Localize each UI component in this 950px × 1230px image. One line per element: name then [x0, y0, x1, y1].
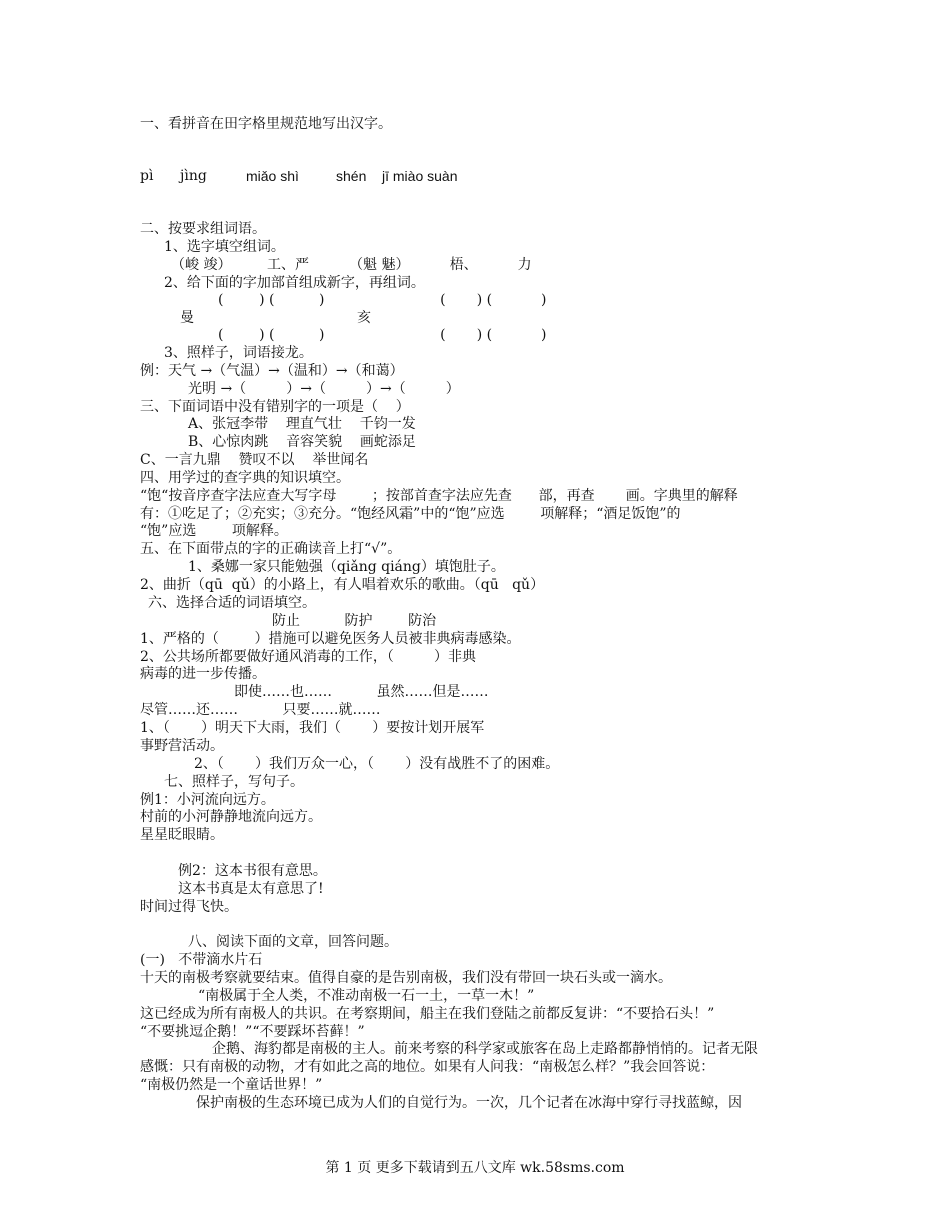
- s4-line3: “饱”应选 项解释。: [140, 523, 288, 539]
- s8-paragraph-3: 这已经成为所有南极人的共识。在考察期间，船主在我们登陆之前都反复讲：“不要拾石头！”: [140, 1006, 715, 1022]
- s8-paragraph-6: 感慨：只有南极的动物，才有如此之高的地位。如果有人问我：“南极怎么样？”我会回答说：: [140, 1059, 715, 1075]
- page-footer: 第 1 页 更多下载请到五八文库 wk.58sms.com: [325, 1160, 625, 1176]
- s6-q2: 2、公共场所都要做好通风消毒的工作，（ ）非典: [140, 649, 476, 665]
- pinyin-5: jī miào suàn: [382, 168, 458, 184]
- section8-heading: 八、阅读下面的文章，回答问题。: [188, 934, 398, 950]
- s6-q1: 1、严格的（ ）措施可以避免医务人员被非典病毒感染。: [140, 631, 521, 647]
- s4-line1: “饱“按音序查字法应查大写字母 ；按部首查字法应先查 部，再查 画。字典里的解释: [140, 488, 738, 504]
- pinyin-2: jìng: [180, 168, 207, 184]
- section4-heading: 四、用学过的查字典的知识填空。: [140, 470, 350, 486]
- s8-paragraph-7: “南极仍然是一个童话世界！”: [140, 1077, 323, 1093]
- pinyin-4: shén: [336, 168, 367, 184]
- s6-word-options: 防止 防护 防治: [272, 613, 437, 629]
- s2-q3-title: 3、照样子，词语接龙。: [164, 345, 313, 361]
- s8-paragraph-5: 企鹅、海豹都是南极的主人。前来考察的科学家或旅客在岛上走路都静悄悄的。记者无限: [212, 1041, 758, 1057]
- section7-heading: 七、照样子，写句子。: [164, 774, 304, 790]
- section1-heading: 一、看拼音在田字格里规范地写出汉字。: [140, 116, 392, 132]
- section2-heading: 二、按要求组词语。: [140, 221, 266, 237]
- s3-option-b: B、心惊肉跳 音容笑貌 画蛇添足: [188, 434, 416, 450]
- s6-q3: 1、（ ）明天下大雨，我们（ ）要按计划开展军: [140, 720, 485, 736]
- s6-conj-row2: 尽管……还…… 只要……就……: [140, 702, 381, 718]
- section3-heading: 三、下面词语中没有错别字的一项是（ ）: [140, 399, 410, 415]
- pinyin-1: pì: [140, 168, 154, 184]
- s2-q2-char-b: 亥: [357, 310, 371, 326]
- s2-q1-title: 1、选字填空组词。: [164, 239, 285, 255]
- s5-q2: 2、曲折（qū qǔ）的小路上，有人唱着欢乐的歌曲。（qū qǔ）: [140, 577, 545, 593]
- s3-option-a: A、张冠李带 理直气壮 千钧一发: [188, 416, 416, 432]
- s2-q2-row1: ( ) ( ) ( ) ( ): [218, 292, 547, 308]
- s6-q3-cont: 事野营活动。: [140, 738, 224, 754]
- s8-paragraph-4: “不要挑逗企鹅！”“不要踩坏苔藓！”: [140, 1024, 365, 1040]
- s2-q1-line: （峻 竣） 工、严 （魁 魅） 梧、 力: [171, 257, 532, 273]
- s6-conj-row1: 即使……也…… 虽然……但是……: [234, 684, 489, 700]
- section5-heading: 五、在下面带点的字的正确读音上打“√”。: [140, 541, 402, 557]
- s8-paragraph-1: 十天的南极考察就要结束。值得自豪的是告别南极，我们没有带回一块石头或一滴水。: [140, 970, 672, 986]
- s8-paragraph-2: “南极属于全人类，不准动南极一石一土，一草一木！”: [198, 988, 535, 1004]
- s6-q4: 2、（ ）我们万众一心，（ ）没有战胜不了的困难。: [194, 756, 560, 772]
- s7-example1: 例1：小河流向远方。: [140, 792, 275, 808]
- s7-task1: 星星眨眼睛。: [140, 827, 224, 843]
- s4-line2: 有：①吃足了；②充实；③充分。“饱经风霜”中的“饱”应选 项解释；“酒足饭饱”的: [140, 506, 681, 522]
- s2-q3-task: 光明 →（ ）→（ ）→（ ）: [188, 381, 460, 397]
- s8-article-title: (一) 不带滴水片石: [140, 952, 263, 968]
- s5-q1: 1、桑娜一家只能勉强（qiǎng qiáng）填饱肚子。: [188, 559, 505, 575]
- s7-example2: 例2：这本书很有意思。: [178, 863, 327, 879]
- s6-q2-cont: 病毒的进一步传播。: [140, 666, 266, 682]
- s2-q2-title: 2、给下面的字加部首组成新字，再组词。: [164, 275, 425, 291]
- s7-example1-answer: 村前的小河静静地流向远方。: [140, 809, 322, 825]
- pinyin-3: miǎo shì: [246, 168, 299, 184]
- s2-q2-row2: ( ) ( ) ( ) ( ): [218, 327, 547, 343]
- s7-task2: 时间过得飞快。: [140, 899, 238, 915]
- s7-example2-answer: 这本书真是太有意思了!: [178, 881, 324, 897]
- s2-q3-example: 例：天气 →（气温）→（温和）→（和蔼）: [140, 363, 404, 379]
- s8-paragraph-8: 保护南极的生态环境已成为人们的自觉行为。一次，几个记者在冰海中穿行寻找蓝鲸，因: [196, 1095, 742, 1111]
- s2-q2-char-a: 曼: [180, 310, 194, 326]
- section6-heading: 六、选择合适的词语填空。: [148, 595, 316, 611]
- s3-option-c: C、一言九鼎 赞叹不以 举世闻名: [140, 452, 369, 468]
